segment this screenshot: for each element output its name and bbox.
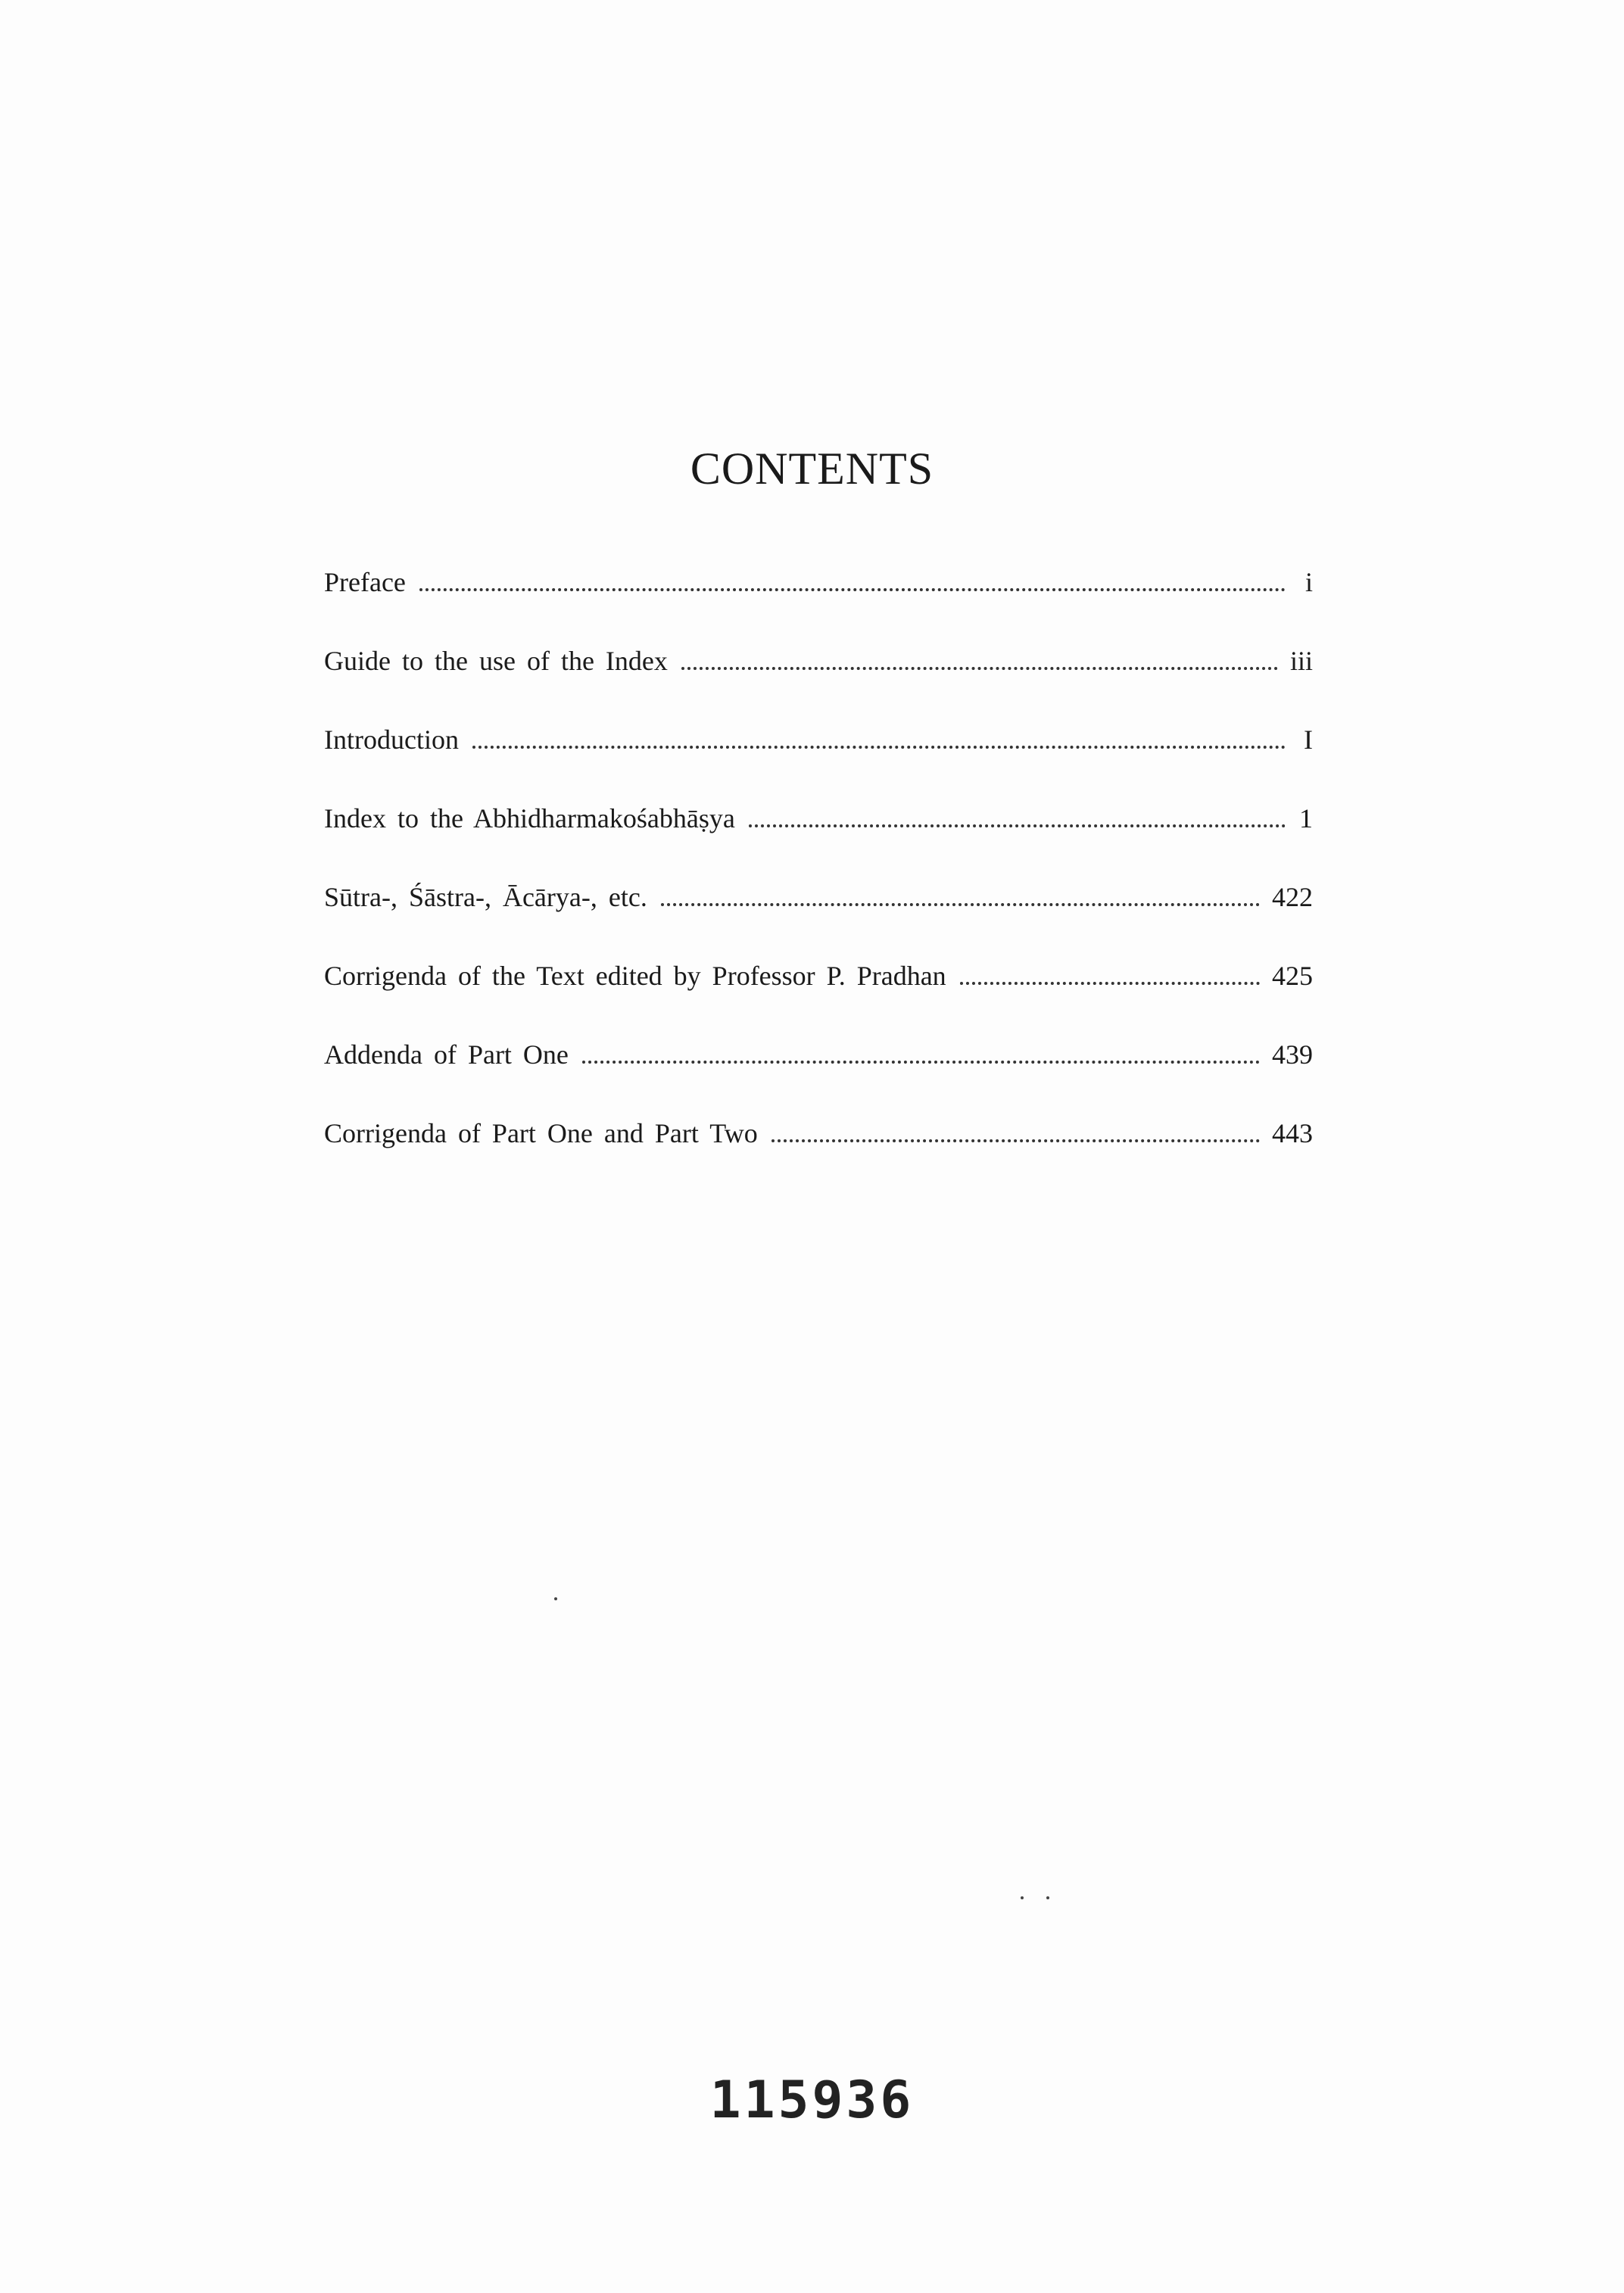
toc-entry-label: Corrigenda of Part One and Part Two bbox=[324, 1118, 758, 1148]
dot-leader bbox=[749, 824, 1286, 827]
dot-leader bbox=[582, 1061, 1260, 1064]
toc-entry-guide bbox=[324, 645, 1313, 724]
toc-entry-page: i bbox=[1304, 567, 1313, 597]
stamp-number: 115936 bbox=[709, 2070, 915, 2130]
toc-entry-label: Guide to the use of the Index bbox=[324, 646, 668, 676]
toc-entry-corrigenda-text bbox=[324, 960, 1313, 1039]
toc-entry-label: Index to the Abhidharmakośabhāṣya bbox=[324, 803, 735, 833]
toc-entry-introduction bbox=[324, 724, 1313, 802]
toc-entry-page: 439 bbox=[1272, 1039, 1313, 1070]
toc-entry-corrigenda-parts bbox=[324, 1117, 1313, 1196]
toc-entry-index bbox=[324, 802, 1313, 881]
toc-entry-page: 425 bbox=[1272, 961, 1313, 991]
toc-entry-page: iii bbox=[1289, 646, 1313, 676]
dot-leader bbox=[960, 982, 1260, 985]
table-of-contents bbox=[324, 566, 1313, 1196]
scan-speck bbox=[554, 1597, 557, 1600]
toc-entry-page: 422 bbox=[1272, 882, 1313, 912]
dot-leader bbox=[771, 1139, 1260, 1142]
page-title: CONTENTS bbox=[690, 444, 934, 494]
dot-leader bbox=[419, 588, 1286, 591]
toc-entry-label: Preface bbox=[324, 567, 406, 597]
dot-leader bbox=[472, 746, 1286, 749]
toc-entry-label: Addenda of Part One bbox=[324, 1039, 569, 1070]
toc-entry-page: I bbox=[1304, 724, 1313, 755]
toc-entry-sutra bbox=[324, 881, 1313, 960]
toc-entry-label: Sūtra-, Śāstra-, Ācārya-, etc. bbox=[324, 882, 647, 912]
toc-entry-addenda bbox=[324, 1039, 1313, 1117]
toc-entry-label: Corrigenda of the Text edited by Professor P. Pradhan bbox=[324, 961, 946, 991]
toc-entry-preface bbox=[324, 566, 1313, 645]
toc-entry-page: 443 bbox=[1272, 1118, 1313, 1148]
dot-leader bbox=[661, 903, 1260, 906]
toc-entry-page: 1 bbox=[1299, 803, 1313, 833]
toc-entry-label: Introduction bbox=[324, 724, 459, 755]
scan-speck bbox=[1021, 1896, 1024, 1899]
dot-leader bbox=[681, 667, 1278, 670]
scan-speck bbox=[1046, 1896, 1049, 1899]
